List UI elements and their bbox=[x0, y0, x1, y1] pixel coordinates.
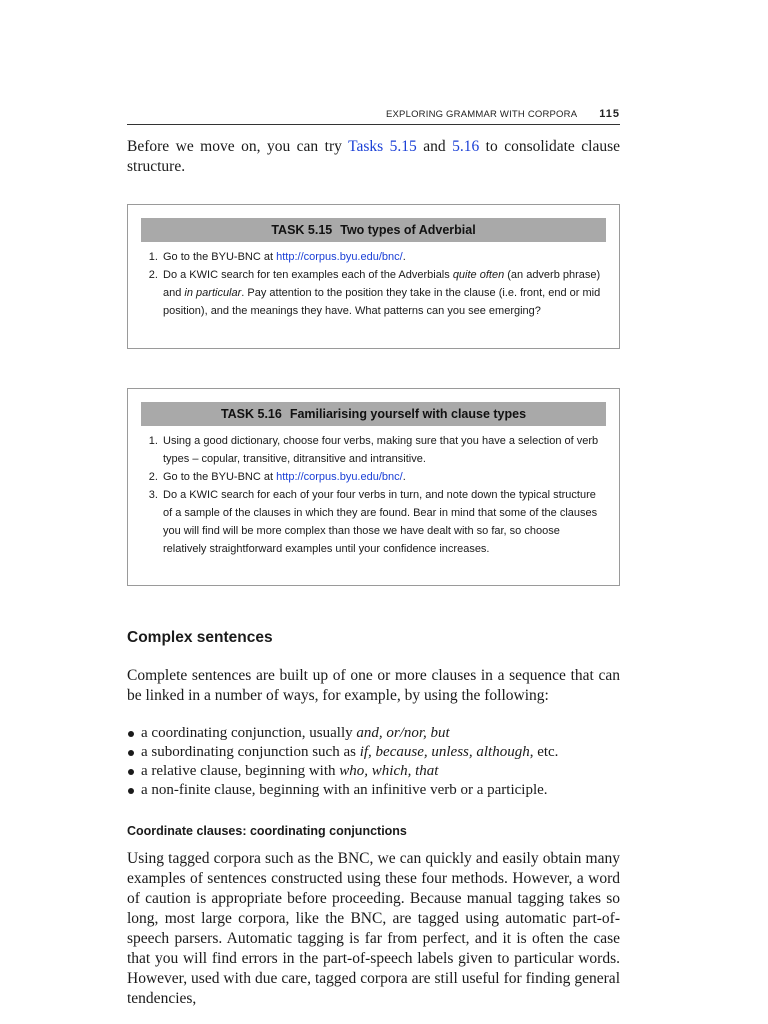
task-516-title: Familiarising yourself with clause types bbox=[289, 407, 527, 421]
step-text: Do a KWIC search for ten examples each of the Adverbials bbox=[163, 269, 453, 281]
step-text-end: . bbox=[402, 251, 406, 263]
byu-bnc-link[interactable]: http://corpus.byu.edu/bnc/ bbox=[276, 471, 403, 483]
task-515-number: TASK 5.15 bbox=[271, 223, 333, 237]
task-515-title: Two types of Adverbial bbox=[340, 223, 476, 237]
task-515-heading bbox=[141, 218, 606, 242]
task-515-steps bbox=[128, 248, 619, 330]
subsection-paragraph: Using tagged corpora such as the BNC, we can quickly and easily obtain many examples of sentences constructed using these four methods. However, a word of caution is appropriate before proceeding. Because manual tagging takes so long, most large corpora, like the BNC, are tagged using automatic part-of-speech parsers. Automatic tagging is far from perfect, and it is often the case that you will find errors in the part-of-speech labels given to particular words. However, used with due care, tagged corpora are still useful for finding general tendencies, bbox=[127, 850, 620, 1007]
task-516-steps bbox=[128, 432, 619, 568]
list-item-italic: who, which, that bbox=[339, 763, 439, 779]
header-rule bbox=[127, 124, 620, 125]
list-item-italic: if, because, unless, although bbox=[359, 744, 530, 760]
page-number: 115 bbox=[599, 108, 620, 120]
step-text: (an adverb phrase) and bbox=[163, 269, 601, 299]
list-item-text: a coordinating conjunction, usually bbox=[141, 725, 357, 741]
list-item bbox=[127, 762, 620, 781]
task-516-heading bbox=[141, 402, 606, 426]
step-text: . Pay attention to the position they take in the clause (i.e. front, end or mid position), and the meanings they have. What patterns can you see emerging? bbox=[163, 287, 601, 317]
italic-term: in particular bbox=[184, 287, 242, 299]
intro-text-end: to consolidate clause structure. bbox=[127, 138, 620, 175]
task-516-step-1: 1. Using a good dictionary, choose four verbs, making sure that you have a selection of verb types – copular, transitive, ditransitive and intransitive. bbox=[161, 432, 605, 468]
subsection-heading: Coordinate clauses: coordinating conjunctions bbox=[127, 824, 407, 838]
list-item-text: a non-finite clause, beginning with an infinitive verb or a participle. bbox=[141, 782, 548, 798]
section-paragraph: Complete sentences are built up of one or more clauses in a sequence that can be linked in a number of ways, for example, by using the following: bbox=[127, 667, 620, 704]
task-515-step-1 bbox=[161, 248, 605, 266]
list-item bbox=[127, 743, 620, 762]
running-title: EXPLORING GRAMMAR WITH CORPORA bbox=[385, 109, 578, 120]
task-515-box bbox=[127, 204, 620, 349]
list-item bbox=[127, 724, 620, 743]
list-item-italic: and, or/nor, but bbox=[356, 725, 450, 741]
list-item-text: a relative clause, beginning with bbox=[141, 763, 340, 779]
task-516-step-2 bbox=[161, 468, 605, 486]
intro-paragraph bbox=[127, 137, 620, 177]
intro-text-middle: and bbox=[416, 138, 453, 155]
task-516-step-3: 3. Do a KWIC search for each of your four verbs in turn, and note down the typical structure of a sample of the clauses in which they are found. Bear in mind that some of the clauses you will find will be more complex than those we have dealt with so far, so choose relatively straightforward examples until your confidence increases. bbox=[161, 486, 605, 558]
italic-term: quite often bbox=[452, 269, 505, 281]
list-item bbox=[127, 781, 620, 800]
task-516-link[interactable]: 5.16 bbox=[452, 138, 480, 155]
step-text: Go to the BYU-BNC at bbox=[163, 471, 277, 483]
list-item-end: , etc. bbox=[529, 744, 559, 760]
step-text: Go to the BYU-BNC at bbox=[163, 251, 277, 263]
task-515-step-2 bbox=[161, 266, 605, 320]
running-header bbox=[127, 108, 620, 120]
step-text-end: . bbox=[402, 471, 406, 483]
task-516-box bbox=[127, 388, 620, 586]
methods-list bbox=[127, 724, 620, 800]
section-heading: Complex sentences bbox=[127, 629, 273, 646]
list-item-text: a subordinating conjunction such as bbox=[141, 744, 360, 760]
task-516-number: TASK 5.16 bbox=[220, 407, 282, 421]
intro-text-start: Before we move on, you can try bbox=[127, 138, 349, 155]
byu-bnc-link[interactable]: http://corpus.byu.edu/bnc/ bbox=[276, 251, 403, 263]
tasks-515-link[interactable]: Tasks 5.15 bbox=[348, 138, 417, 155]
